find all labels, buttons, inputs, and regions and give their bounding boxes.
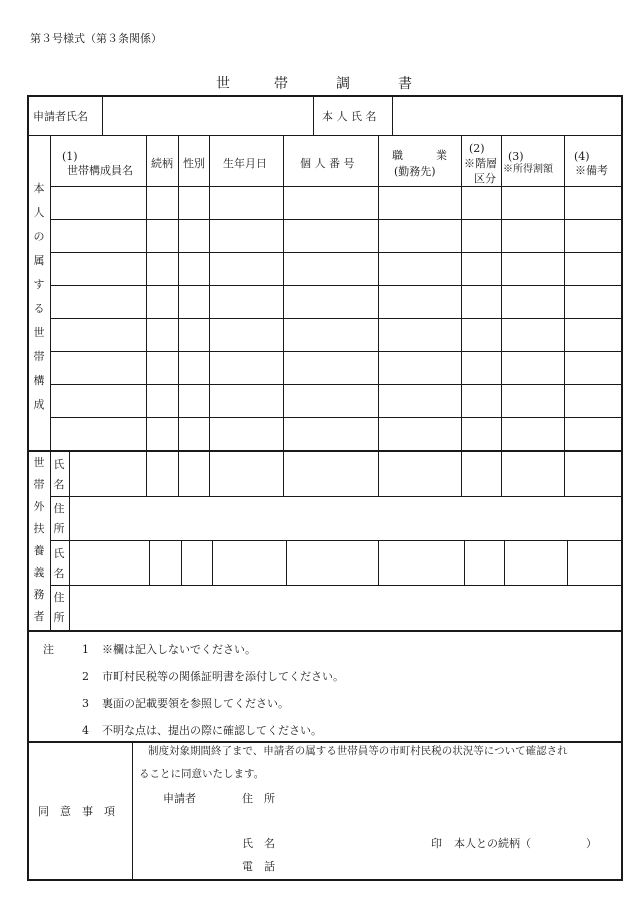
side-char: 属 [33, 254, 45, 267]
side-char: 人 [33, 206, 45, 219]
name-label-char: 氏 [53, 458, 65, 471]
col3-label: ※所得割額 [503, 164, 553, 175]
title-char: 帯 [274, 76, 288, 92]
consent-applicant-label: 申請者 [163, 792, 196, 805]
side-char: 扶 [33, 522, 45, 535]
side-char: 成 [33, 398, 45, 411]
col-sex: 性別 [183, 157, 205, 170]
address-label-char: 所 [53, 611, 65, 624]
col-job-line1: 職 業 [392, 149, 447, 162]
consent-address-field[interactable] [290, 788, 615, 808]
consent-text-line2: ることに同意いたします。 [139, 768, 265, 780]
consent-name-field[interactable] [290, 832, 420, 852]
consent-relation-label: 本人との続柄（ ） [454, 837, 597, 850]
col-job-line2: (勤務先) [394, 165, 436, 178]
col2-line2: ※階層 [464, 157, 497, 170]
col-dob: 生年月日 [223, 157, 267, 170]
table-row[interactable] [51, 253, 621, 285]
person-name-label: 本 人 氏 名 [322, 110, 377, 123]
note-text: 不明な点は、提出の際に確認してください。 [102, 724, 322, 737]
title-char: 書 [398, 76, 412, 92]
applicant-row-divider [392, 97, 393, 135]
table-row[interactable] [51, 418, 621, 450]
name-label-char: 名 [53, 567, 65, 580]
applicant-row-divider [102, 97, 103, 135]
side-char: 者 [33, 610, 45, 623]
notes-label: 注 [43, 643, 54, 656]
person-name-field[interactable] [393, 97, 621, 135]
consent-name-label: 氏 名 [242, 837, 275, 850]
title-char: 世 [216, 76, 230, 92]
consent-seal-mark: 印 [431, 837, 442, 850]
col4-label: ※備考 [575, 164, 608, 177]
side-char: の [33, 230, 45, 243]
outside-person1-name-row[interactable] [70, 453, 621, 496]
form-number: 第３号様式（第３条関係） [30, 32, 162, 45]
applicant-name-field[interactable] [104, 97, 312, 135]
side-char: 本 [33, 182, 45, 195]
table-row[interactable] [51, 187, 621, 219]
note-number: 3 [82, 697, 89, 710]
side-char: 帯 [33, 350, 45, 363]
outside-person2-address-field[interactable] [70, 586, 621, 630]
name-label-char: 名 [53, 478, 65, 491]
note-text: ※欄は記入しないでください。 [102, 643, 256, 656]
note-text: 裏面の記載要領を参照してください。 [102, 697, 289, 710]
consent-label-divider [132, 743, 133, 881]
consent-label: 同 意 事 項 [38, 805, 115, 818]
col1-label: 世帯構成員名 [67, 164, 133, 177]
outside-person1-address-field[interactable] [70, 497, 621, 540]
col3-num: (3) [508, 150, 524, 163]
side-char: 帯 [33, 478, 45, 491]
address-label-char: 住 [53, 591, 65, 604]
table-row[interactable] [51, 319, 621, 351]
table-row[interactable] [51, 286, 621, 318]
side-char: 外 [33, 500, 45, 513]
consent-address-label: 住 所 [242, 792, 275, 805]
side-char: る [33, 302, 45, 315]
table-row[interactable] [51, 385, 621, 417]
consent-phone-field[interactable] [290, 856, 490, 876]
applicant-row-bottom [27, 135, 623, 136]
table-row[interactable] [51, 352, 621, 384]
note-text: 市町村民税等の関係証明書を添付してください。 [102, 670, 344, 683]
note-number: 4 [82, 724, 89, 737]
col1-num: (1) [62, 150, 78, 163]
applicant-row-divider [313, 97, 314, 135]
side-char: 務 [33, 588, 45, 601]
address-label-char: 所 [53, 522, 65, 535]
note-number: 2 [82, 670, 89, 683]
applicant-name-label: 申請者氏名 [33, 110, 88, 123]
side-char: 養 [33, 544, 45, 557]
address-label-char: 住 [53, 502, 65, 515]
note-number: 1 [82, 643, 89, 656]
col-relation: 続柄 [151, 157, 173, 170]
table-row[interactable] [51, 220, 621, 252]
notes-bottom-divider [27, 741, 623, 743]
side-char: 構 [33, 374, 45, 387]
outside-person2-name-row[interactable] [70, 541, 621, 585]
side-char: 世 [33, 326, 45, 339]
col4-num: (4) [574, 150, 590, 163]
consent-phone-label: 電 話 [242, 860, 275, 873]
title-char: 調 [336, 76, 350, 92]
col2-num: (2) [469, 142, 485, 155]
side-char: 世 [33, 456, 45, 469]
consent-text-line1: 制度対象期間終了まで、申請者の属する世帯員等の市町村民税の状況等について確認され [148, 745, 568, 757]
side-char: 義 [33, 566, 45, 579]
col2-line3: 区分 [474, 172, 496, 185]
side-char: す [33, 278, 45, 291]
col-mynumber: 個 人 番 号 [300, 157, 355, 170]
name-label-char: 氏 [53, 547, 65, 560]
